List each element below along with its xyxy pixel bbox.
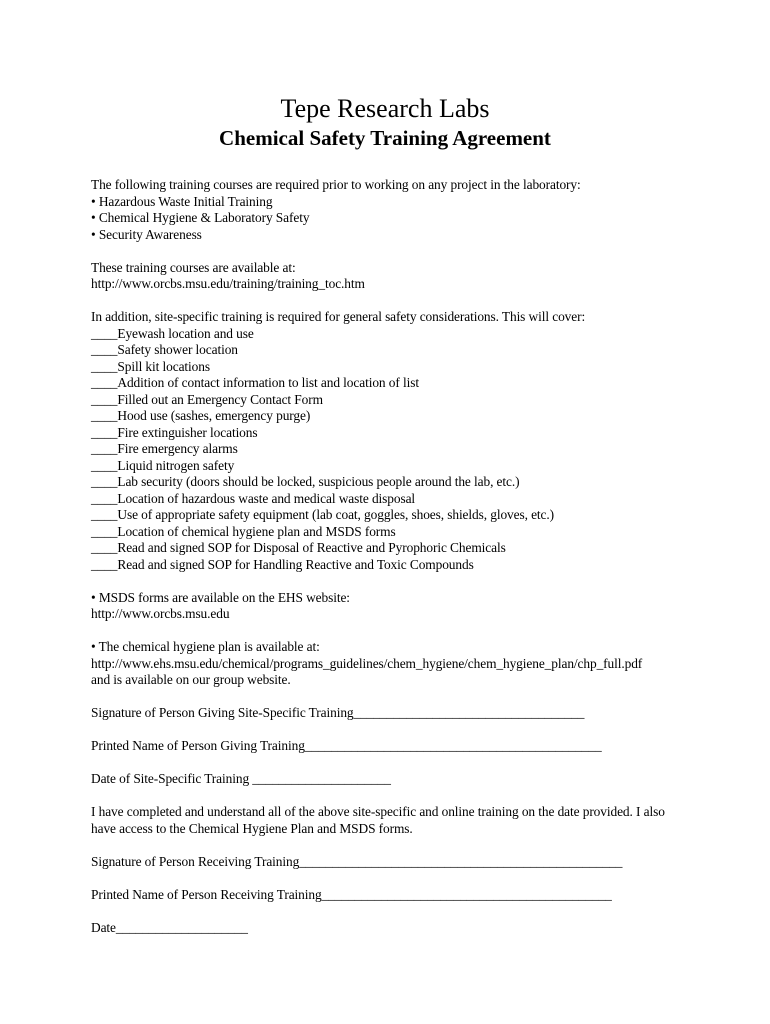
checklist-item: ____Use of appropriate safety equipment (lab coat, goggles, shoes, shields, gloves, etc.) <box>91 507 554 522</box>
checklist-item: ____Read and signed SOP for Handling Reactive and Toxic Compounds <box>91 556 474 572</box>
msds-url[interactable]: http://www.orcbs.msu.edu <box>91 606 230 621</box>
checklist-item: ____Safety shower location <box>91 342 238 357</box>
course-item: • Chemical Hygiene & Laboratory Safety <box>91 210 310 225</box>
checklist-item: ____Fire emergency alarms <box>91 441 238 456</box>
page-title: Tepe Research Labs <box>280 94 490 123</box>
checklist-item: ____Location of chemical hygiene plan and MSDS forms <box>91 523 396 539</box>
checklist-item: ____Addition of contact information to list and location of list <box>91 375 419 390</box>
giver-name-line: Printed Name of Person Giving Training_____________________________________________ <box>91 738 602 753</box>
msds-text: • MSDS forms are available on the EHS website: <box>91 589 350 605</box>
checklist-item: ____Filled out an Emergency Contact Form <box>91 391 323 407</box>
checklist-item: ____Location of hazardous waste and medical waste disposal <box>91 490 416 506</box>
checklist-item: ____Read and signed SOP for Disposal of Reactive and Pyrophoric Chemicals <box>91 540 506 555</box>
receiver-name-line: Printed Name of Person Receiving Training____________________________________________ <box>91 886 612 902</box>
checklist-item: ____Spill kit locations <box>91 358 210 374</box>
date-line: Date____________________ <box>91 919 248 935</box>
training-url[interactable]: http://www.orcbs.msu.edu/training/training_toc.htm <box>91 276 365 291</box>
receiver-signature-line: Signature of Person Receiving Training_________________________________________________ <box>91 853 623 869</box>
hygiene-plan-text: • The chemical hygiene plan is available at: <box>91 639 320 654</box>
hygiene-plan-note: and is available on our group website. <box>91 672 291 687</box>
checklist-item: ____Fire extinguisher locations <box>91 424 258 440</box>
course-item: • Hazardous Waste Initial Training <box>91 193 273 209</box>
document-body <box>91 177 681 936</box>
checklist-item: ____Eyewash location and use <box>91 325 254 341</box>
checklist-item: ____Lab security (doors should be locked, suspicious people around the lab, etc.) <box>91 474 520 489</box>
availability-text: These training courses are available at: <box>91 259 296 275</box>
site-specific-intro: In addition, site-specific training is required for general safety considerations. This will cover: <box>91 309 586 324</box>
hygiene-plan-url[interactable]: http://www.ehs.msu.edu/chemical/programs_guidelines/chem_hygiene/chem_hygiene_plan/chp_full.pdf <box>91 655 643 671</box>
training-date-line: Date of Site-Specific Training _____________________ <box>91 771 391 786</box>
checklist-item: ____Hood use (sashes, emergency purge) <box>91 408 311 423</box>
giver-signature-line: Signature of Person Giving Site-Specific Training___________________________________ <box>91 705 585 720</box>
checklist-item: ____Liquid nitrogen safety <box>91 457 235 473</box>
course-item: • Security Awareness <box>91 226 202 242</box>
page-subtitle: Chemical Safety Training Agreement <box>219 126 551 150</box>
completion-statement: I have completed and understand all of the above site-specific and online training on the date provided. I also have access to the Chemical Hygiene Plan and MSDS forms. <box>91 804 665 836</box>
intro-text: The following training courses are required prior to working on any project in the laboratory: <box>91 177 581 192</box>
